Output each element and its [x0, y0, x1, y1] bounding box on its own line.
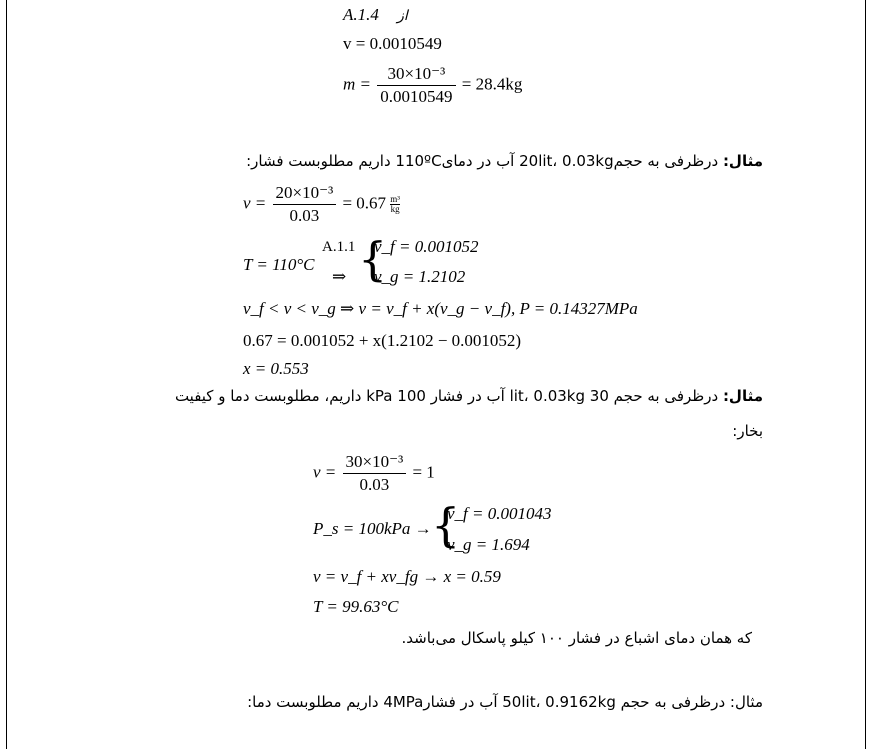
example2-quality-text: v = v_f + xv_fg → x = 0.59: [313, 567, 501, 586]
table-reference-line: [343, 4, 408, 27]
example1-table-ref: A.1.1: [322, 239, 356, 255]
example2-v-numerator: 30×10⁻³: [343, 452, 407, 474]
example1-v-result: = 0.67: [342, 193, 387, 213]
example2-pressure: [313, 518, 432, 540]
example2-heading: مثال:: [722, 387, 763, 405]
example2-text: درظرفی به حجم 30 lit، 0.03kg آب در فشار 100 kPa داریم، مطلوبست دما و کیفیت: [174, 387, 723, 405]
unit-numerator: m³: [390, 194, 400, 204]
example1-temperature: [243, 254, 315, 276]
mass-lhs: m =: [343, 74, 371, 94]
example3-statement: مثال: درظرفی به حجم 50lit، 0.9162kg آب در فشار4MPa داریم مطلوبست دما:: [247, 693, 763, 711]
example1-vf: [374, 236, 479, 258]
example2-volume-equation: [313, 452, 435, 495]
ref-word-fa: از: [397, 8, 408, 24]
example2-quality-line: [313, 566, 501, 588]
table-ref-label: A.1.4: [343, 5, 379, 24]
example2-vg-text: v_g = 1.694: [447, 535, 530, 554]
example2-temperature-result: [313, 596, 399, 618]
example1-volume-equation: [243, 183, 400, 226]
example1-brace: {: [358, 232, 388, 286]
page-right-border: [865, 0, 866, 749]
example1-v-denominator: 0.03: [289, 206, 320, 225]
example1-implies-arrow: ⇒: [332, 267, 347, 286]
example1-vf-text: v_f = 0.001052: [374, 237, 479, 256]
example2-temperature-text: T = 99.63°C: [313, 597, 399, 616]
example1-v-numerator: 20×10⁻³: [273, 183, 337, 205]
mass-denominator: 0.0010549: [380, 87, 453, 106]
example1-v-fraction: [273, 183, 337, 226]
example1-inequality-text: v_f < v < v_g ⇒ v = v_f + x(v_g − v_f), P = 0.14327MPa: [243, 299, 638, 318]
example2-v-denominator: 0.03: [359, 475, 390, 494]
mass-fraction: [377, 64, 455, 107]
example2-v-lhs: v =: [313, 462, 337, 482]
example1-v-unit: [390, 195, 400, 214]
example1-text: درظرفی به حجم20lit، 0.03kg آب در دمای110ºC داریم مطلوبست فشار:: [246, 152, 723, 170]
example1-temperature-text: T = 110°C: [243, 255, 315, 274]
example1-vg: [374, 266, 465, 288]
example1-inequality-line: [243, 298, 638, 320]
example1-heading: مثال:: [722, 152, 763, 170]
example2-note: که همان دمای اشباع در فشار ۱۰۰ کیلو پاسکال می‌باشد.: [401, 629, 752, 647]
example1-substitution-line: 0.67 = 0.001052 + x(1.2102 − 0.001052): [243, 331, 522, 350]
unit-denominator: kg: [390, 204, 400, 214]
example2-statement-line1: [175, 385, 763, 407]
specific-volume-line: v = 0.0010549: [343, 34, 442, 53]
example1-quality-result: [243, 358, 309, 380]
mass-result: = 28.4kg: [461, 74, 523, 94]
example1-quality-text: x = 0.553: [243, 359, 309, 378]
mass-equation: [343, 64, 522, 107]
example2-vf: [447, 503, 552, 525]
example2-vg: [447, 534, 530, 556]
example1-vg-text: v_g = 1.2102: [374, 267, 466, 286]
example1-v-lhs: v =: [243, 193, 267, 213]
example2-brace: {: [431, 498, 461, 552]
example2-v-fraction: [343, 452, 407, 495]
mass-numerator: 30×10⁻³: [377, 64, 455, 86]
example2-pressure-text: P_s = 100kPa →: [313, 519, 432, 538]
example2-v-result: = 1: [412, 462, 435, 482]
example2-vf-text: v_f = 0.001043: [447, 504, 552, 523]
page-left-border: [6, 0, 7, 749]
example1-statement: [246, 150, 763, 172]
example2-statement-line2: بخار:: [732, 422, 763, 440]
